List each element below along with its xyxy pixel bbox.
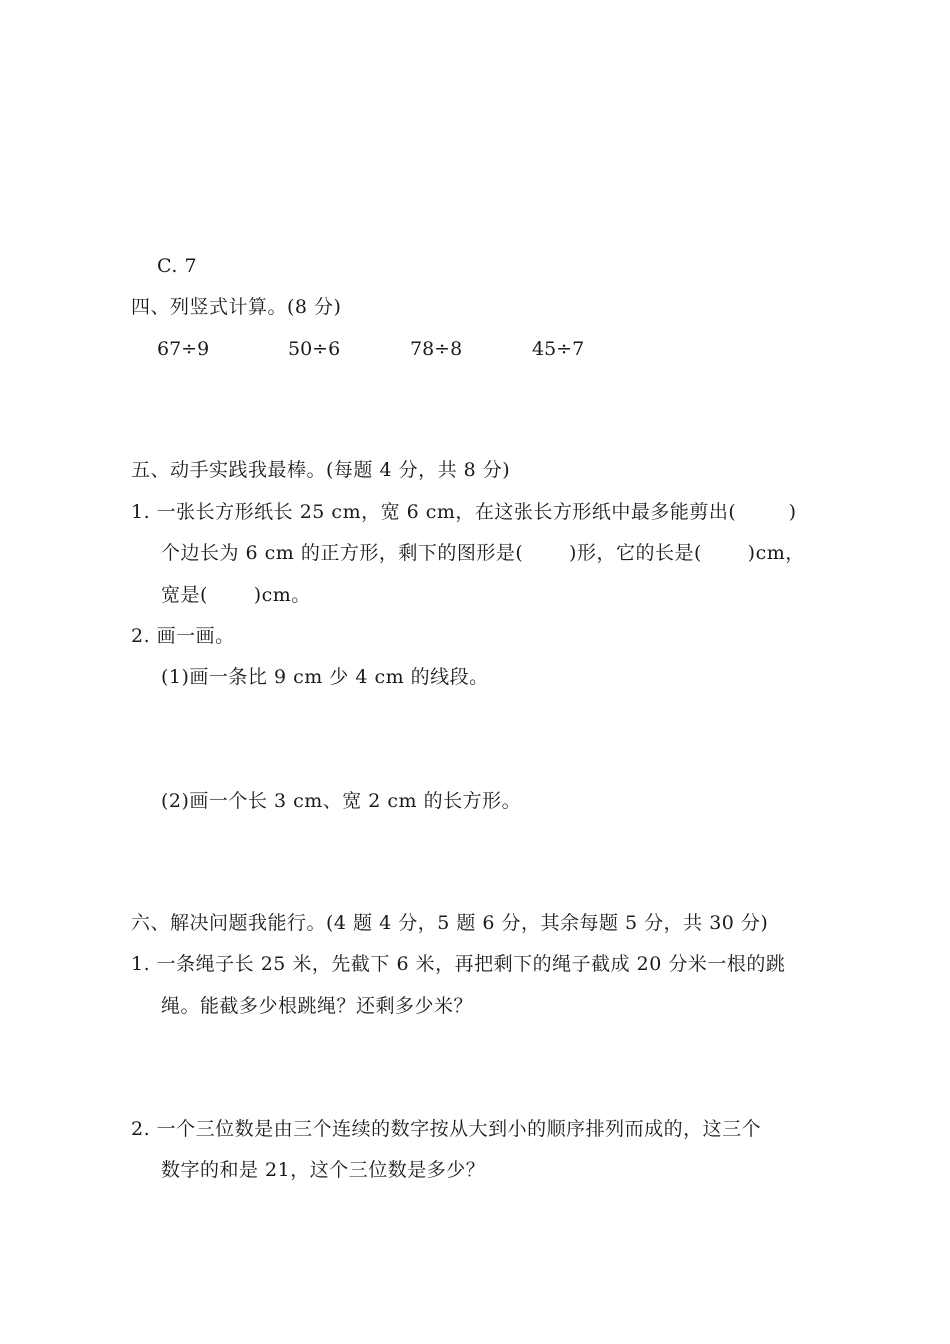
section5-q1-line1: 1. 一张长方形纸长 25 cm，宽 6 cm，在这张长方形纸中最多能剪出( ): [131, 501, 797, 523]
section5-q1-line2: 个边长为 6 cm 的正方形，剩下的图形是( )形，它的长是( )cm，: [161, 542, 805, 564]
section5-q1-line3: 宽是( )cm。: [161, 584, 311, 606]
section6-title: 六、解决问题我能行。(4 题 4 分，5 题 6 分，其余每题 5 分，共 30 分): [131, 912, 769, 934]
option-c: C. 7: [157, 255, 198, 277]
section5-q2-title: 2. 画一画。: [131, 625, 235, 647]
section5-q2-part2: (2)画一个长 3 cm、宽 2 cm 的长方形。: [161, 790, 522, 812]
section6-q2-line1: 2. 一个三位数是由三个连续的数字按从大到小的顺序排列而成的，这三个: [131, 1118, 762, 1140]
calc-problem: 67÷9: [157, 338, 210, 360]
calc-problem: 45÷7: [532, 338, 585, 360]
calc-problem: 50÷6: [288, 338, 341, 360]
section5-title: 五、动手实践我最棒。(每题 4 分，共 8 分): [131, 459, 511, 481]
section6-q1-line1: 1. 一条绳子长 25 米，先截下 6 米，再把剩下的绳子截成 20 分米一根的跳: [131, 953, 786, 975]
section6-q2-line2: 数字的和是 21，这个三位数是多少？: [161, 1159, 486, 1181]
section6-q1-line2: 绳。能截多少根跳绳？还剩多少米？: [161, 995, 474, 1017]
section5-q2-part1: (1)画一条比 9 cm 少 4 cm 的线段。: [161, 666, 489, 688]
section4-title: 四、列竖式计算。(8 分): [131, 296, 342, 318]
calc-problem: 78÷8: [410, 338, 463, 360]
